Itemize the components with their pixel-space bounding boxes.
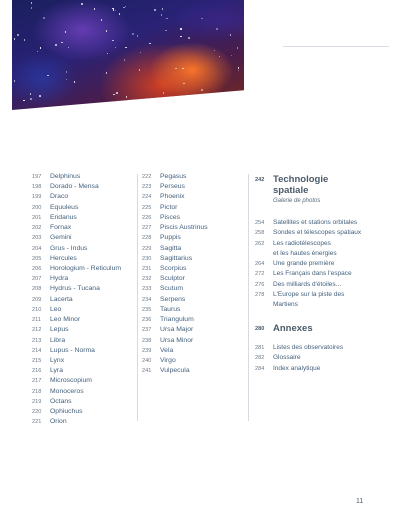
section-annexes-entries <box>255 343 395 374</box>
toc-entry <box>32 366 121 376</box>
section-page-number: 280 <box>255 325 265 332</box>
toc-entry-page-number: 264 <box>255 261 265 268</box>
toc-entry-page-number: 211 <box>32 317 41 324</box>
star-dot <box>14 80 16 82</box>
star-dot <box>124 59 126 61</box>
star-dot <box>23 100 25 102</box>
toc-entry-page-number: 208 <box>32 286 42 293</box>
toc-entry-title: Phoenix <box>160 193 185 201</box>
star-dot <box>107 53 109 55</box>
toc-entry <box>255 239 395 249</box>
toc-entry <box>142 264 208 274</box>
toc-entry <box>142 223 208 233</box>
column-divider-1 <box>137 174 138 421</box>
toc-entry-page-number: 226 <box>142 214 152 221</box>
toc-entry-title: Grus - Indus <box>50 244 88 252</box>
toc-entry-title: Vulpecula <box>160 367 190 375</box>
toc-entry-page-number: 219 <box>32 398 42 405</box>
star-dot <box>116 92 118 94</box>
toc-entry <box>255 218 395 228</box>
star-dot <box>24 39 26 41</box>
star-dot <box>231 55 233 57</box>
toc-entry-title: Hydra <box>50 275 69 283</box>
toc-entry-page-number: 215 <box>32 357 42 364</box>
toc-entry-title: Dorado - Mensa <box>50 183 99 191</box>
toc-entry-title: Glossaire <box>273 354 301 362</box>
toc-entry-page-number: 276 <box>255 281 265 288</box>
toc-entry <box>142 284 208 294</box>
toc-entry <box>32 233 121 243</box>
section-annexes <box>255 324 395 335</box>
toc-entry <box>255 228 395 238</box>
star-dot <box>162 8 164 10</box>
star-dot <box>132 33 134 35</box>
toc-entry-page-number: 213 <box>32 337 42 344</box>
toc-entry <box>32 203 121 213</box>
star-dot <box>166 18 168 20</box>
toc-entry <box>32 305 121 315</box>
star-dot <box>14 38 16 40</box>
toc-entry-page-number: 233 <box>142 286 152 293</box>
toc-entry-page-number: 197 <box>32 174 42 180</box>
toc-entry-title: Gemini <box>50 234 72 242</box>
toc-entry-page-number: 278 <box>255 292 265 299</box>
star-dot <box>188 37 190 39</box>
toc-entry <box>32 264 121 274</box>
toc-entry-title: Pictor <box>160 203 178 211</box>
toc-entry <box>142 366 208 376</box>
toc-entry-page-number: 199 <box>32 194 42 201</box>
star-dot <box>40 47 42 49</box>
star-dot <box>66 71 68 73</box>
star-dot <box>161 14 163 16</box>
toc-entry-page-number: 236 <box>142 317 152 324</box>
toc-entry-page-number: 227 <box>142 225 152 232</box>
toc-entry-title: Horologium - Reticulum <box>50 264 122 272</box>
toc-entry <box>142 233 208 243</box>
star-dot <box>238 70 240 72</box>
toc-entry <box>142 356 208 366</box>
toc-entry-title: Puppis <box>160 234 181 242</box>
star-dot <box>137 35 139 37</box>
star-dot <box>30 98 32 100</box>
star-dot <box>65 31 67 33</box>
toc-entry-page-number: 209 <box>32 296 42 303</box>
toc-entry-title: Vela <box>160 346 174 354</box>
star-dot <box>43 17 45 19</box>
toc-entry-title: Les radiotélescopes <box>273 239 331 247</box>
toc-entry-title: Sculptor <box>160 275 185 283</box>
toc-entry-title: Index analytique <box>273 364 321 372</box>
toc-entry <box>32 274 121 284</box>
section-title: Annexes <box>273 322 313 334</box>
toc-entry-page-number: 205 <box>32 255 42 262</box>
toc-entry <box>142 295 208 305</box>
toc-entry-title: Delphinus <box>50 173 81 180</box>
star-dot <box>201 18 203 20</box>
header-rule <box>283 46 389 47</box>
page-number: 11 <box>356 498 364 505</box>
star-dot <box>219 56 221 58</box>
toc-entry-title: Lepus <box>50 326 69 334</box>
star-dot <box>115 10 117 12</box>
star-dot <box>163 92 165 94</box>
toc-entry-page-number: 207 <box>32 276 42 283</box>
toc-entry-page-number: 262 <box>255 240 265 247</box>
star-dot <box>182 68 184 70</box>
star-dot <box>192 97 194 99</box>
toc-entry <box>142 213 208 223</box>
toc-entry-title: Hydrus - Tucana <box>50 285 100 293</box>
toc-entry <box>32 346 121 356</box>
star-dot <box>237 47 239 49</box>
toc-entry-page-number: 217 <box>32 378 42 385</box>
toc-entry-page-number: 235 <box>142 306 152 313</box>
toc-entry-page-number: 232 <box>142 276 152 283</box>
star-dot <box>117 103 119 105</box>
toc-entry <box>32 325 121 335</box>
toc-entry <box>32 387 121 397</box>
section-technologie-entries <box>255 218 395 311</box>
star-dot <box>31 7 33 9</box>
toc-entry-title: Libra <box>50 336 66 344</box>
toc-entry-title: Sagittarius <box>160 254 193 262</box>
section-title-line2: spatiale <box>273 184 309 196</box>
toc-entry <box>32 336 121 346</box>
toc-entry-page-number: 210 <box>32 306 42 313</box>
toc-entry-title: Lyra <box>50 367 63 375</box>
section-subtitle: Galerie de photos <box>273 198 321 204</box>
toc-entry <box>142 325 208 335</box>
toc-entry-title: Satellites et stations orbitales <box>273 219 358 226</box>
star-dot <box>165 30 167 32</box>
star-dot <box>125 6 127 8</box>
star-dot <box>47 75 49 77</box>
toc-entry-title: Taurus <box>160 305 181 313</box>
star-dot <box>112 40 114 42</box>
toc-entry <box>32 213 121 223</box>
star-dot <box>101 19 103 21</box>
toc-entry <box>142 315 208 325</box>
toc-entry-page-number: 223 <box>142 184 152 191</box>
toc-entry-page-number: 218 <box>32 388 42 395</box>
star-dot <box>74 81 76 83</box>
star-dot <box>31 2 33 4</box>
toc-entry-page-number: 216 <box>32 368 42 375</box>
toc-entry-page-number: 200 <box>32 204 42 211</box>
toc-entry-title: Sondes et télescopes spatiaux <box>273 229 362 237</box>
star-dot <box>61 42 63 44</box>
toc-entry-page-number: 281 <box>255 345 265 352</box>
star-dot <box>123 7 125 9</box>
toc-column-2 <box>142 172 208 376</box>
star-dot <box>125 47 127 49</box>
toc-entry-page-number: 222 <box>142 174 152 180</box>
toc-column-3 <box>255 175 395 374</box>
toc-entry <box>142 254 208 264</box>
toc-entry-title: Pegasus <box>160 173 187 180</box>
toc-entry-page-number: 198 <box>32 184 42 191</box>
toc-entry <box>32 407 121 417</box>
star-dot <box>66 79 68 81</box>
star-dot <box>139 69 141 71</box>
toc-entry <box>32 192 121 202</box>
star-dot <box>119 13 121 15</box>
toc-entry-page-number: 237 <box>142 327 152 334</box>
toc-entry <box>142 305 208 315</box>
toc-entry <box>32 244 121 254</box>
section-page-number: 242 <box>255 177 265 183</box>
toc-entry-title: Scorpius <box>160 264 187 272</box>
toc-entry-page-number: 221 <box>32 419 42 426</box>
toc-entry-title: Lacerta <box>50 295 73 303</box>
nebula-photo <box>12 0 244 110</box>
toc-entry-title: Virgo <box>160 356 176 364</box>
star-dot <box>113 94 115 96</box>
toc-entry-page-number: 284 <box>255 365 265 372</box>
star-dot <box>183 83 185 85</box>
toc-entry <box>255 353 395 363</box>
toc-entry-title: Equuleus <box>50 203 79 211</box>
star-dot <box>94 8 96 10</box>
toc-entry <box>142 346 208 356</box>
toc-entry-title: Scutum <box>160 285 184 293</box>
toc-entry <box>32 172 121 182</box>
toc-entry-page-number: 204 <box>32 245 42 252</box>
star-dot <box>106 72 108 74</box>
star-dot <box>216 28 218 30</box>
toc-entry-title: Lynx <box>50 356 65 364</box>
toc-entry <box>142 192 208 202</box>
section-technologie <box>255 175 395 204</box>
toc-entry-page-number: 225 <box>142 204 152 211</box>
toc-entry-title: Fornax <box>50 224 72 232</box>
section-title-line1: Technologie <box>273 174 329 185</box>
star-dot <box>30 93 32 95</box>
toc-entry-title: Piscis Austrinus <box>160 224 208 232</box>
star-dot <box>68 47 70 49</box>
toc-entry <box>32 284 121 294</box>
star-dot <box>39 95 41 97</box>
toc-entry-page-number: 229 <box>142 245 152 252</box>
toc-entry <box>32 315 121 325</box>
toc-entry-title: Orion <box>50 418 67 426</box>
toc-entry-page-number: 230 <box>142 255 152 262</box>
toc-entry-title: Des milliards d'étoiles... <box>273 280 342 288</box>
star-dot <box>238 67 240 69</box>
toc-entry <box>255 300 395 310</box>
toc-entry <box>32 223 121 233</box>
toc-entry-title: Serpens <box>160 295 186 303</box>
toc-entry-page-number: 203 <box>32 235 42 242</box>
toc-entry <box>255 280 395 290</box>
star-dot <box>115 47 117 49</box>
star-dot <box>175 68 177 70</box>
toc-entry-title: Ursa Minor <box>160 336 194 344</box>
star-dot <box>214 50 216 52</box>
toc-entry-page-number: 238 <box>142 337 152 344</box>
toc-entry-page-number: 241 <box>142 368 152 375</box>
toc-entry <box>255 364 395 374</box>
star-dot <box>233 98 235 100</box>
toc-entry <box>32 397 121 407</box>
star-dot <box>230 34 232 36</box>
toc-entry-title: Ursa Major <box>160 326 194 334</box>
column-divider-2 <box>248 174 249 421</box>
toc-entry <box>142 182 208 192</box>
toc-entry-page-number: 212 <box>32 327 42 334</box>
toc-entry <box>255 249 395 259</box>
toc-entry-page-number: 231 <box>142 265 152 272</box>
toc-entry-title: Une grande première <box>273 260 335 268</box>
star-dot <box>17 34 19 36</box>
toc-entry-page-number: 282 <box>255 355 265 362</box>
toc-entry-title: Octans <box>50 397 72 405</box>
toc-entry-page-number: 214 <box>32 347 42 354</box>
star-dot <box>113 9 115 11</box>
toc-entry-title: Monoceros <box>50 387 84 395</box>
toc-entry <box>142 203 208 213</box>
toc-entry-page-number: 272 <box>255 271 265 278</box>
star-dot <box>81 3 83 5</box>
toc-entry-title: Perseus <box>160 183 185 191</box>
toc-entry-title: Leo <box>50 305 62 313</box>
toc-entry-page-number: 206 <box>32 265 42 272</box>
star-dot <box>180 28 182 30</box>
toc-entry-page-number: 202 <box>32 225 42 232</box>
toc-entry <box>142 336 208 346</box>
star-dot <box>149 43 151 45</box>
toc-entry-title: L'Europe sur la piste des <box>273 291 345 299</box>
toc-entry-title: Ophiuchus <box>50 408 83 416</box>
toc-entry <box>255 290 395 300</box>
toc-entry-page-number: 228 <box>142 235 152 242</box>
toc-column-1 <box>32 172 121 427</box>
toc-entry <box>32 376 121 386</box>
toc-entry-title: Listes des observatoires <box>273 344 344 352</box>
toc-entry-title: Draco <box>50 193 69 201</box>
toc-entry <box>32 254 121 264</box>
star-dot <box>154 9 156 11</box>
toc-entry-page-number: 224 <box>142 194 152 201</box>
toc-entry <box>32 182 121 192</box>
toc-entry-title: Martiens <box>273 301 298 309</box>
toc-entry <box>32 356 121 366</box>
toc-entry-title: et les hautes énergies <box>273 249 337 257</box>
toc-entry-title: Pisces <box>160 213 181 221</box>
star-dot <box>201 89 203 91</box>
toc-entry-title: Les Français dans l'espace <box>273 270 352 278</box>
toc-entry <box>255 269 395 279</box>
star-dot <box>126 96 128 98</box>
toc-entry <box>142 244 208 254</box>
toc-entry-page-number: 258 <box>255 230 265 237</box>
toc-entry <box>255 259 395 269</box>
star-dot <box>37 51 39 53</box>
star-dot <box>140 52 142 54</box>
toc-entry <box>255 343 395 353</box>
toc-entry-title: Triangulum <box>160 316 194 324</box>
toc-entry-page-number: 201 <box>32 214 42 221</box>
toc-entry-title: Hercules <box>50 254 77 262</box>
toc-entry <box>142 274 208 284</box>
star-dot <box>106 30 108 32</box>
toc-entry-page-number: 234 <box>142 296 152 303</box>
toc-entry-title: Microscopium <box>50 377 92 385</box>
toc-entry <box>32 417 121 427</box>
toc-entry-page-number: 239 <box>142 347 152 354</box>
star-dot <box>55 44 57 46</box>
toc-entry <box>142 172 208 182</box>
toc-entry <box>32 295 121 305</box>
toc-entry-page-number: 220 <box>32 409 42 416</box>
toc-entry-title: Sagitta <box>160 244 182 252</box>
toc-entry-page-number: 254 <box>255 220 265 226</box>
star-dot <box>180 36 182 38</box>
toc-entry-title: Leo Minor <box>50 316 81 324</box>
toc-entry-title: Eridanus <box>50 213 77 221</box>
toc-entry-page-number: 240 <box>142 357 152 364</box>
toc-entry-title: Lupus - Norma <box>50 346 95 354</box>
